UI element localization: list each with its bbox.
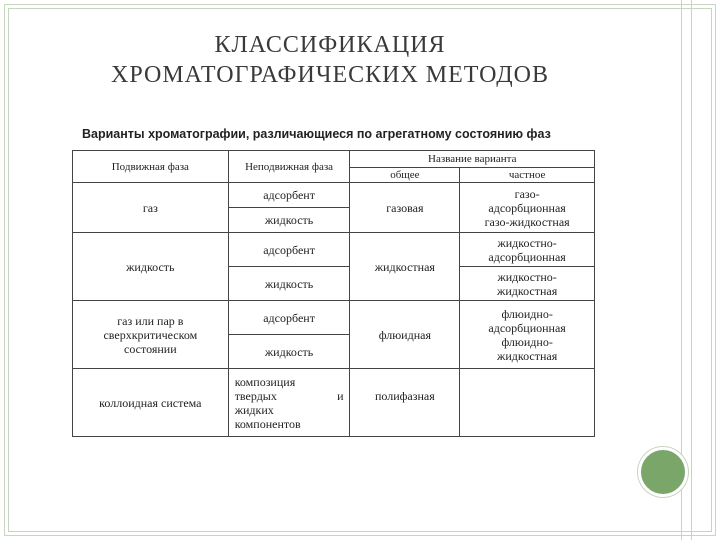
slide-title-line-2: ХРОМАТОГРАФИЧЕСКИХ МЕТОДОВ [111, 62, 549, 88]
row-colloid-stationary [228, 369, 350, 437]
row-liquid-mobile: жидкость [73, 233, 229, 301]
row-gas-stationary-liquid: жидкость [228, 208, 350, 233]
row-gas-mobile: газ [73, 183, 229, 233]
header-variant-name: Название варианта [350, 151, 595, 168]
row-colloid-stationary-conj: и [337, 388, 344, 403]
row-colloid-general: полифазная [350, 369, 460, 437]
row-gas-particular: газо- адсорбционная газо-жидкостная [460, 183, 595, 233]
row-liquid-stationary-adsorbent: адсорбент [228, 233, 350, 267]
row-fluid-particular: флюидно- адсорбционная флюидно- жидкостная [460, 301, 595, 369]
slide-title [40, 30, 620, 90]
row-liquid-particular-liquid: жидкостно- жидкостная [460, 267, 595, 301]
decorative-green-circle [638, 447, 688, 497]
header-mobile-phase: Подвижная фаза [73, 151, 229, 183]
row-fluid-mobile: газ или пар в сверхкритическом состоянии [73, 301, 229, 369]
header-stationary-phase: Неподвижная фаза [228, 151, 350, 183]
row-fluid-stationary-liquid: жидкость [228, 335, 350, 369]
header-particular: частное [460, 168, 595, 183]
row-gas-general: газовая [350, 183, 460, 233]
row-colloid-stationary-text: композиция твердых жидких компонентов [234, 374, 301, 431]
table-caption: Варианты хроматографии, различающиеся по агрегатному состоянию фаз [82, 127, 551, 141]
row-liquid-stationary-liquid: жидкость [228, 267, 350, 301]
row-fluid-general: флюидная [350, 301, 460, 369]
slide-title-line-1: КЛАССИФИКАЦИЯ [214, 32, 446, 58]
row-gas-stationary-adsorbent: адсорбент [228, 183, 350, 208]
row-colloid-particular [460, 369, 595, 437]
row-liquid-particular-adsorption: жидкостно- адсорбционная [460, 233, 595, 267]
row-colloid-mobile: коллоидная система [73, 369, 229, 437]
header-general: общее [350, 168, 460, 183]
chromatography-table [72, 150, 595, 437]
row-liquid-general: жидкостная [350, 233, 460, 301]
row-fluid-stationary-adsorbent: адсорбент [228, 301, 350, 335]
